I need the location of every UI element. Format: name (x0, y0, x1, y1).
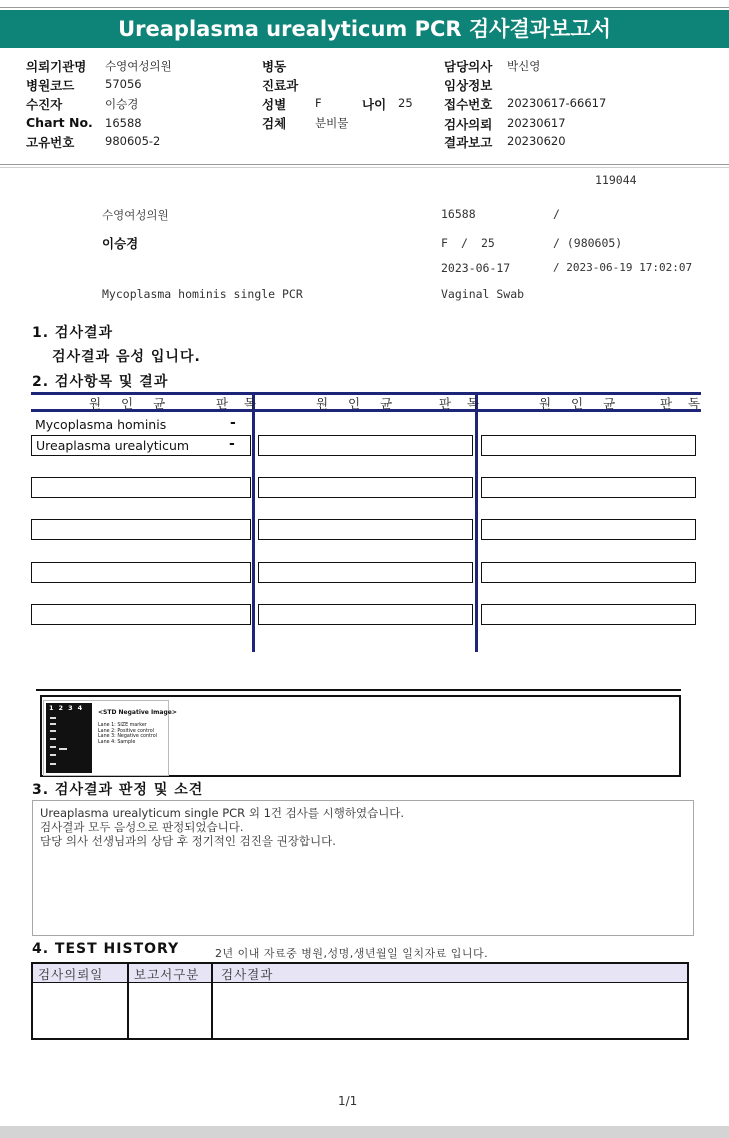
pathogen-2-row (31, 435, 251, 456)
pathogen-2-result: - (229, 436, 235, 452)
hospital-value: 수영여성의원 (105, 59, 172, 73)
gel-band (59, 748, 67, 750)
history-col-result: 검사결과 (221, 967, 274, 982)
grid-col-judgment-2: 판 독 (439, 396, 486, 411)
section1-summary: 검사결과 음성 입니다. (52, 349, 201, 365)
sex-value: F (315, 96, 322, 110)
patient-value: 이승경 (105, 97, 139, 111)
section2-title: 2. 검사항목 및 결과 (32, 374, 169, 390)
clinical-info-label: 임상정보 (444, 78, 493, 93)
hospital-label: 의뢰기관명 (26, 59, 87, 74)
bottom-strip (0, 1126, 729, 1138)
department-label: 진료과 (262, 78, 299, 93)
hospital-code-value: 57056 (105, 77, 142, 91)
specimen-label: 검체 (262, 116, 287, 131)
receipt-no-value: 20230617-66617 (507, 96, 607, 110)
grid-cell (481, 435, 696, 456)
grid-cell (258, 435, 473, 456)
gel-legend: Lane 1: SIZE marker Lane 2: Positive control Lane 3: Negative control Lane 4: Sample (98, 723, 158, 745)
comment-box (32, 800, 694, 936)
report-date-label: 결과보고 (444, 135, 493, 150)
info-code: 119044 (595, 173, 637, 187)
history-header (33, 964, 687, 983)
section4-note: 2년 이내 자료중 병원,성명,생년월일 일치자료 입니다. (215, 947, 489, 960)
grid-cell (31, 519, 251, 540)
header-divider-shadow (0, 167, 729, 168)
gel-band (50, 723, 56, 725)
gel-band (50, 746, 56, 748)
specimen-value: 분비물 (315, 116, 349, 130)
info-patient: 이승경 (102, 236, 139, 251)
gel-lane-numbers: 1234 (49, 704, 88, 712)
report-date-value: 20230620 (507, 134, 566, 148)
history-col-request-date: 검사의뢰일 (38, 967, 104, 982)
grid-cell (481, 604, 696, 625)
grid-divider-2 (475, 392, 478, 652)
comment-line-3: 담당 의사 선생님과의 상담 후 정기적인 검진을 권장합니다. (40, 834, 336, 848)
grid-cell (31, 477, 251, 498)
ward-label: 병동 (262, 59, 287, 74)
grid-col-judgment-3: 판 독 (660, 396, 707, 411)
chart-no-label: Chart No. (26, 115, 93, 130)
section4-title: 4. TEST HISTORY (32, 941, 180, 957)
grid-col-pathogen-3: 원 인 균 (539, 396, 624, 411)
history-divider-2 (211, 964, 213, 1038)
request-date-value: 20230617 (507, 116, 566, 130)
grid-cell (481, 562, 696, 583)
grid-cell (258, 477, 473, 498)
unique-id-value: 980605-2 (105, 134, 161, 148)
image-top-rule (36, 689, 681, 691)
gel-band (50, 738, 56, 740)
sex-label: 성별 (262, 97, 287, 112)
info-hospital: 수영여성의원 (102, 208, 169, 222)
section3-title: 3. 검사결과 판정 및 소견 (32, 782, 204, 798)
chart-no-value: 16588 (105, 116, 142, 130)
grid-cell (31, 562, 251, 583)
grid-col-pathogen-2: 원 인 균 (316, 396, 401, 411)
pathogen-2-name: Ureaplasma urealyticum (36, 438, 190, 453)
hospital-code-label: 병원코드 (26, 78, 75, 93)
grid-cell (31, 604, 251, 625)
section1-title: 1. 검사결과 (32, 325, 114, 341)
page-number: 1/1 (338, 1094, 358, 1108)
info-sex: F (441, 236, 448, 250)
report-title: Ureaplasma urealyticum PCR 검사결과보고서 (0, 10, 729, 48)
history-col-report-type: 보고서구분 (134, 967, 200, 982)
gel-title: <STD Negative Image> (98, 709, 177, 716)
grid-cell (481, 519, 696, 540)
header-divider (0, 164, 729, 165)
gel-band (50, 763, 56, 765)
gel-image-frame (40, 695, 681, 777)
info-request-date: 2023-06-17 (441, 261, 511, 275)
grid-cell (258, 562, 473, 583)
info-specimen: Vaginal Swab (441, 287, 525, 301)
history-table (31, 962, 689, 1040)
top-border (0, 7, 729, 8)
info-age: 25 (481, 236, 495, 250)
age-label: 나이 (362, 97, 387, 112)
info-chart: 16588 (441, 207, 476, 221)
gel-image (43, 700, 177, 776)
grid-cell (258, 604, 473, 625)
request-date-label: 검사의뢰 (444, 117, 493, 132)
gel-band (50, 717, 56, 719)
gel-band (50, 754, 56, 756)
grid-divider-1 (252, 392, 255, 652)
receipt-no-label: 접수번호 (444, 97, 493, 112)
doctor-label: 담당의사 (444, 59, 493, 74)
info-birth: / (980605) (553, 236, 623, 250)
comment-line-1: Ureaplasma urealyticum single PCR 외 1건 검사를 시행하였습니다. (40, 806, 405, 820)
info-slash: / (553, 207, 560, 221)
unique-id-label: 고유번호 (26, 135, 75, 150)
doctor-value: 박신영 (507, 59, 541, 73)
grid-cell (258, 519, 473, 540)
pathogen-1-result: - (230, 415, 236, 431)
grid-col-judgment-1: 판 독 (216, 396, 263, 411)
grid-cell (481, 477, 696, 498)
pathogen-1-name: Mycoplasma hominis (35, 417, 167, 432)
comment-line-2: 검사결과 모두 음성으로 판정되었습니다. (40, 820, 244, 834)
patient-label: 수진자 (26, 97, 63, 112)
info-report-datetime: / 2023-06-19 17:02:07 (553, 261, 693, 274)
info-test-name: Mycoplasma hominis single PCR (102, 287, 303, 301)
info-slash-2: / (461, 236, 468, 250)
age-value: 25 (398, 96, 413, 110)
grid-col-pathogen-1: 원 인 균 (89, 396, 174, 411)
gel-band (50, 730, 56, 732)
history-divider-1 (127, 964, 129, 1038)
